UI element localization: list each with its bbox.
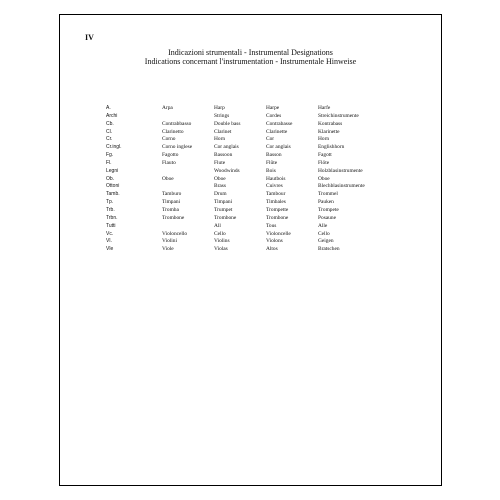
abbreviation-cell: Cr.ingl. xyxy=(106,144,122,151)
german-cell: Horn xyxy=(318,136,330,143)
abbreviation-cell: Cb. xyxy=(106,120,114,127)
english-cell: Cor anglais xyxy=(214,144,239,151)
german-cell: Cello xyxy=(318,230,330,237)
french-cell: Trompette xyxy=(266,206,289,213)
english-cell: Harp xyxy=(214,105,225,111)
german-cell: Oboe xyxy=(318,175,330,182)
abbreviation-cell: Tp. xyxy=(106,199,114,206)
italian-cell: Arpa xyxy=(162,105,173,111)
english-cell: Flute xyxy=(214,159,226,166)
term-row xyxy=(106,105,426,113)
english-cell: Trumpet xyxy=(214,206,233,213)
german-cell: Trompete xyxy=(318,206,339,213)
english-cell: Horn xyxy=(214,136,226,143)
german-cell: Trommel xyxy=(318,191,338,198)
english-cell: Clarinet xyxy=(214,128,232,135)
italian-cell: Tromba xyxy=(162,206,179,213)
italian-cell: Violoncello xyxy=(162,230,188,237)
abbreviation-cell: Fl. xyxy=(106,159,112,166)
document-page xyxy=(59,14,442,486)
italian-cell: Clarinetto xyxy=(162,128,184,135)
english-cell: Brass xyxy=(214,183,226,190)
italian-cell: Corno inglese xyxy=(162,144,193,151)
french-cell: Contrabasse xyxy=(266,120,293,127)
english-cell: Trombone xyxy=(214,214,237,221)
term-row xyxy=(106,191,426,199)
french-cell: Cuivres xyxy=(266,183,283,190)
italian-cell: Oboe xyxy=(162,175,174,182)
abbreviation-cell: Tutti xyxy=(106,222,116,229)
italian-cell: Flauto xyxy=(162,159,176,166)
english-cell: Timpani xyxy=(214,199,233,206)
german-cell: Posaune xyxy=(318,214,336,221)
german-cell: Harfe xyxy=(318,105,331,111)
term-row xyxy=(106,129,426,137)
french-cell: Altos xyxy=(266,246,278,253)
french-cell: Bois xyxy=(266,167,276,174)
german-cell: Englishhorn xyxy=(318,144,345,151)
title-line-italian-english: Indicazioni strumentali - Instrumental Designations xyxy=(168,48,333,57)
french-cell: Timbales xyxy=(266,199,286,206)
term-row xyxy=(106,113,426,121)
french-cell: Hautbois xyxy=(266,175,286,182)
italian-cell: Tamburo xyxy=(162,191,182,198)
french-cell: Tambour xyxy=(266,191,286,198)
abbreviation-cell: Trb. xyxy=(106,206,115,213)
german-cell: Fagott xyxy=(318,152,332,159)
english-cell: Violins xyxy=(214,238,230,245)
english-cell: Woodwinds xyxy=(214,167,240,174)
english-cell: Cello xyxy=(214,230,226,237)
english-cell: Drum xyxy=(214,191,227,198)
abbreviation-cell: Vc. xyxy=(106,230,114,237)
german-cell: Pauken xyxy=(318,199,334,206)
term-row xyxy=(106,152,426,160)
term-row xyxy=(106,238,426,246)
term-row xyxy=(106,144,426,152)
french-cell: Flûte xyxy=(266,159,278,166)
abbreviation-cell: Cr. xyxy=(106,136,113,143)
term-row xyxy=(106,121,426,129)
english-cell: Bassoon xyxy=(214,152,233,159)
abbreviation-cell: A. xyxy=(106,105,111,111)
french-cell: Basson xyxy=(266,152,282,159)
italian-cell: Contrabbasso xyxy=(162,120,192,127)
german-cell: Streichinstrumente xyxy=(318,112,359,119)
term-row xyxy=(106,168,426,176)
abbreviation-cell: Cl. xyxy=(106,128,113,135)
title-line-french-german: Indications concernant l'instrumentation - Instrumentale Hinweise xyxy=(144,57,357,66)
french-cell: Cor anglais xyxy=(266,144,291,151)
term-row xyxy=(106,231,426,239)
term-row xyxy=(106,223,426,231)
abbreviation-cell: Legni xyxy=(106,167,119,174)
german-cell: Flöte xyxy=(318,159,330,166)
abbreviation-cell: Trbn. xyxy=(106,214,118,221)
italian-cell: Corno xyxy=(162,136,176,143)
german-cell: Klarinette xyxy=(318,128,340,135)
french-cell: Harpe xyxy=(266,105,280,111)
english-cell: Double bass xyxy=(214,120,241,127)
italian-cell: Fagotto xyxy=(162,152,179,159)
italian-cell: Viole xyxy=(162,246,174,253)
abbreviation-cell: Vle xyxy=(106,246,114,253)
english-cell: Violas xyxy=(214,246,228,253)
french-cell: Tous xyxy=(266,222,277,229)
french-cell: Trombone xyxy=(266,214,289,221)
abbreviation-cell: Vl. xyxy=(106,238,112,245)
french-cell: Cordes xyxy=(266,112,282,119)
abbreviation-cell: Ottoni xyxy=(106,183,120,190)
german-cell: Kontrabass xyxy=(318,120,343,127)
german-cell: Bratschen xyxy=(318,246,340,253)
italian-cell: Violini xyxy=(162,238,177,245)
german-cell: Blechblasinstrumente xyxy=(318,183,365,190)
french-cell: Clarinette xyxy=(266,128,288,135)
instrument-designations-table xyxy=(106,105,426,254)
german-cell: Holzblasinstrumente xyxy=(318,167,363,174)
german-cell: Alle xyxy=(318,222,328,229)
page-number: IV xyxy=(85,33,94,42)
english-cell: Strings xyxy=(214,112,230,119)
french-cell: Cor xyxy=(266,136,275,143)
term-row xyxy=(106,246,426,254)
italian-cell: Trombone xyxy=(162,214,185,221)
abbreviation-cell: Tamb. xyxy=(106,191,120,198)
abbreviation-cell: Archi xyxy=(106,112,118,119)
term-row xyxy=(106,176,426,184)
english-cell: All xyxy=(214,222,221,229)
abbreviation-cell: Fg. xyxy=(106,152,114,159)
term-row xyxy=(106,160,426,168)
abbreviation-cell: Ob. xyxy=(106,175,115,182)
french-cell: Violons xyxy=(266,238,283,245)
term-row xyxy=(106,199,426,207)
term-row xyxy=(106,183,426,191)
english-cell: Oboe xyxy=(214,175,226,182)
term-row xyxy=(106,215,426,223)
term-row xyxy=(106,207,426,215)
german-cell: Geigen xyxy=(318,238,334,245)
french-cell: Violoncelle xyxy=(266,230,291,237)
term-row xyxy=(106,136,426,144)
italian-cell: Timpani xyxy=(162,199,181,206)
